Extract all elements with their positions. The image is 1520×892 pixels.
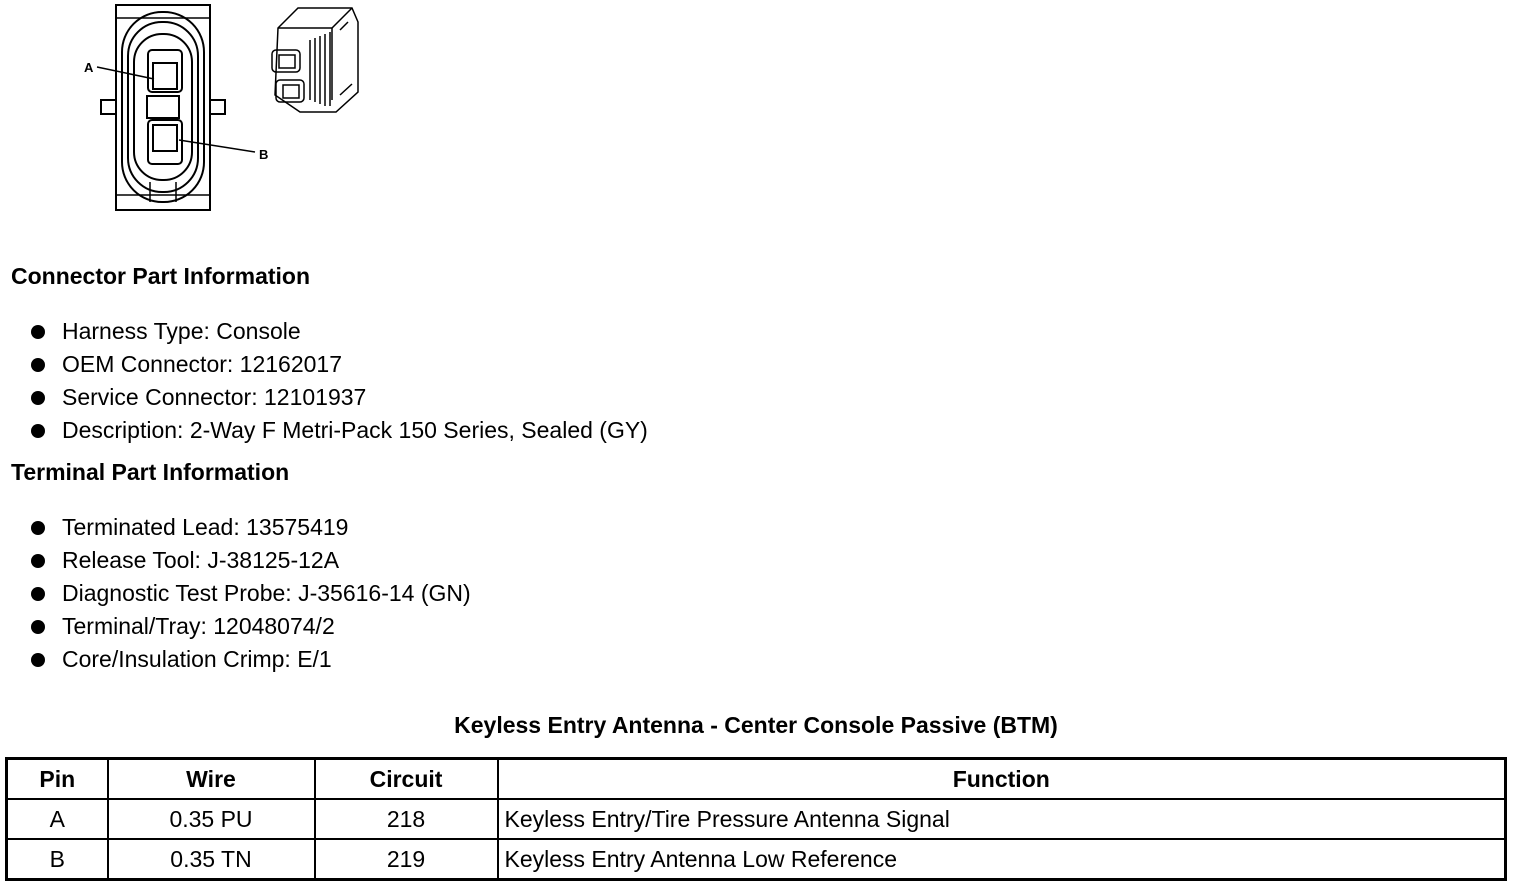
- list-item: Terminal/Tray: 12048074/2: [28, 610, 471, 643]
- table-row: [7, 839, 1506, 880]
- column-header-pin: Pin: [7, 759, 108, 800]
- cell-wire: 0.35 TN: [108, 839, 315, 880]
- list-item: Harness Type: Console: [28, 315, 648, 348]
- bullet-icon: [31, 554, 45, 568]
- bullet-icon: [31, 521, 45, 535]
- bullet-icon: [31, 358, 45, 372]
- connector-illustration: [70, 0, 380, 215]
- table-row: [7, 799, 1506, 839]
- list-item: OEM Connector: 12162017: [28, 348, 648, 381]
- cell-function: Keyless Entry Antenna Low Reference: [498, 839, 1506, 880]
- connector-info-list: [28, 315, 648, 447]
- cell-pin: A: [7, 799, 108, 839]
- cell-wire: 0.35 PU: [108, 799, 315, 839]
- bullet-icon: [31, 391, 45, 405]
- list-item: Core/Insulation Crimp: E/1: [28, 643, 471, 676]
- pinout-table: [5, 757, 1507, 881]
- cell-circuit: 218: [315, 799, 498, 839]
- list-item: Service Connector: 12101937: [28, 381, 648, 414]
- pin-b-label: B: [259, 147, 269, 162]
- column-header-wire: Wire: [108, 759, 315, 800]
- list-item: Release Tool: J-38125-12A: [28, 544, 471, 577]
- connector-info-heading: Connector Part Information: [11, 263, 311, 289]
- bullet-icon: [31, 620, 45, 634]
- terminal-info-heading: Terminal Part Information: [11, 459, 290, 485]
- cell-pin: B: [7, 839, 108, 880]
- column-header-circuit: Circuit: [315, 759, 498, 800]
- list-item: Diagnostic Test Probe: J-35616-14 (GN): [28, 577, 471, 610]
- cell-circuit: 219: [315, 839, 498, 880]
- bullet-icon: [31, 587, 45, 601]
- cell-function: Keyless Entry/Tire Pressure Antenna Signal: [498, 799, 1506, 839]
- bullet-icon: [31, 325, 45, 339]
- bullet-icon: [31, 424, 45, 438]
- table-title: Keyless Entry Antenna - Center Console Passive (BTM): [454, 712, 1058, 738]
- terminal-info-list: [28, 511, 471, 676]
- list-item: Description: 2-Way F Metri-Pack 150 Series, Sealed (GY): [28, 414, 648, 447]
- bullet-icon: [31, 653, 45, 667]
- pin-a-label: A: [84, 60, 94, 75]
- list-item: Terminated Lead: 13575419: [28, 511, 471, 544]
- connector-perspective-icon: [272, 8, 358, 112]
- table-header-row: [7, 759, 1506, 800]
- column-header-function: Function: [498, 759, 1506, 800]
